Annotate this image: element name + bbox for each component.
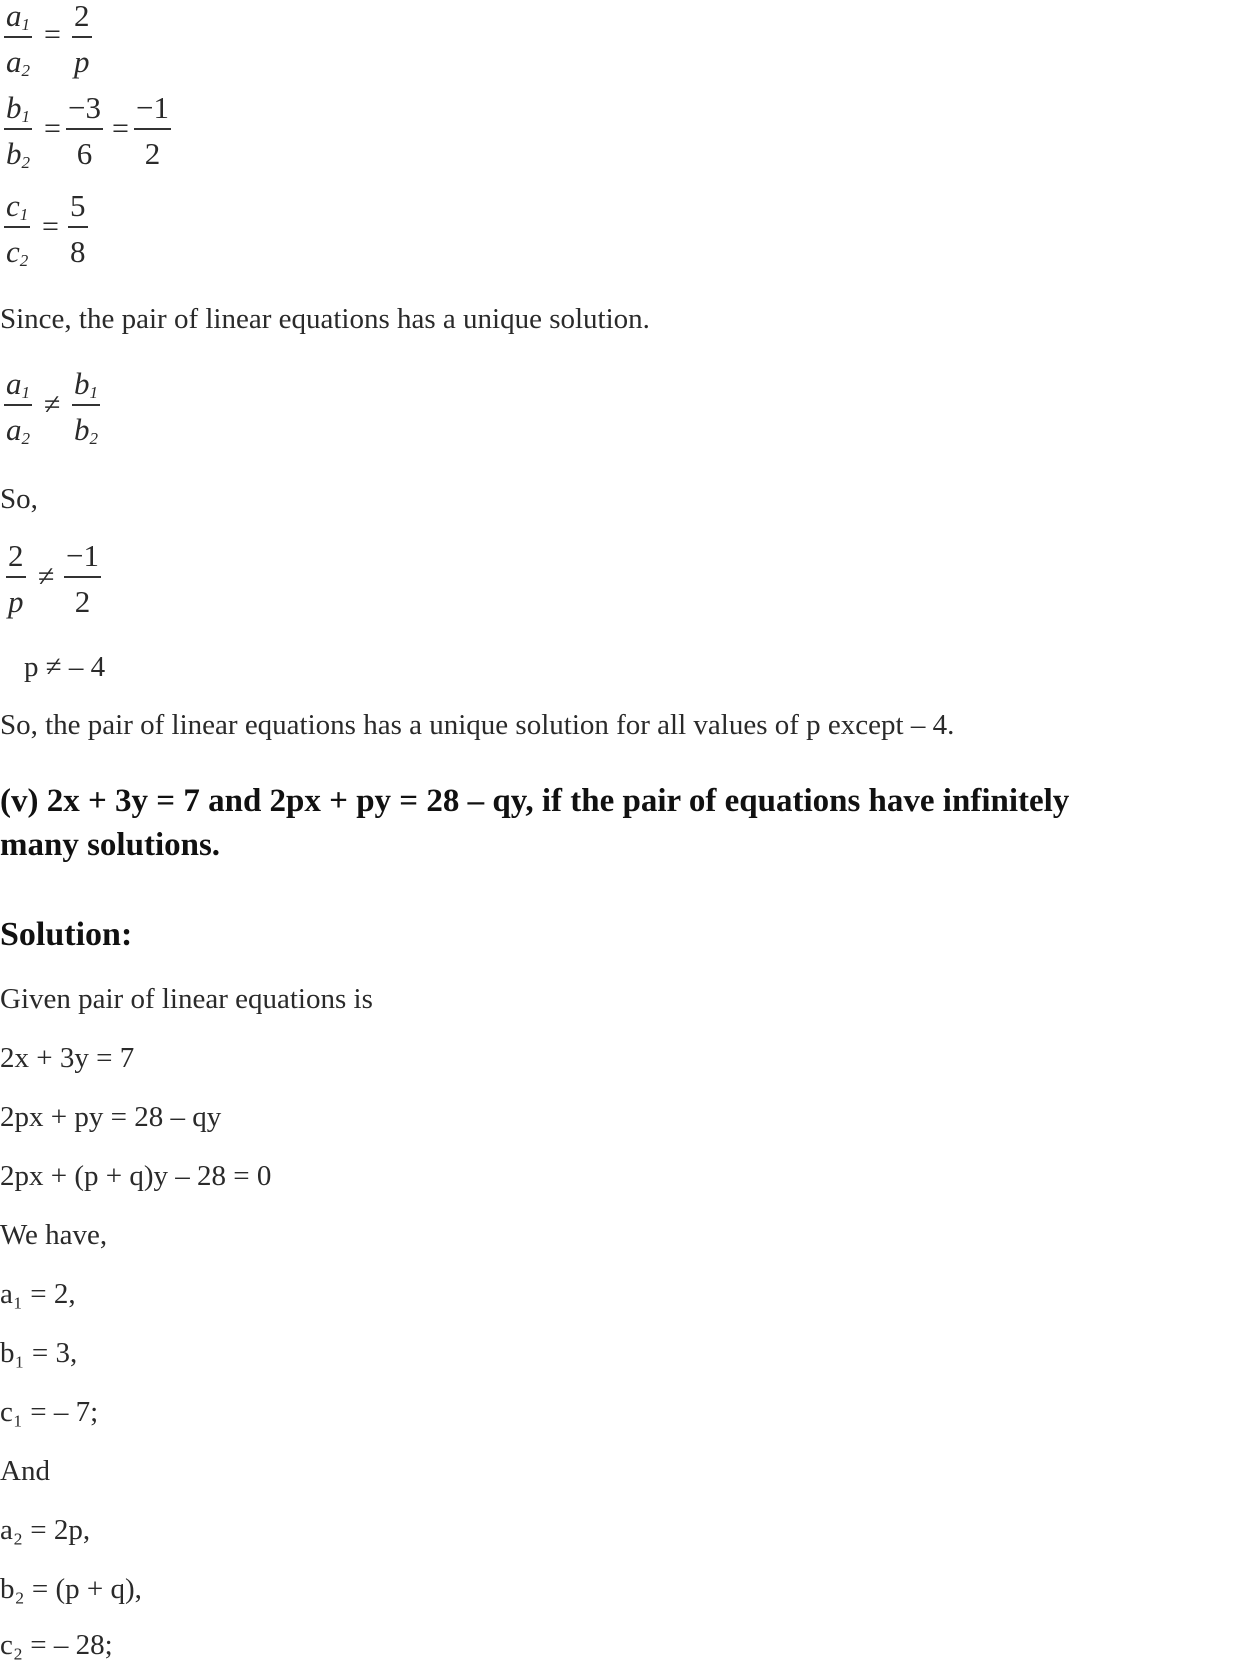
equals-sign: = — [42, 210, 59, 243]
frac-denominator: 8 — [70, 234, 86, 269]
fraction-2-p — [72, 0, 92, 77]
frac-numerator: −3 — [66, 92, 103, 130]
subscript: 2 — [89, 429, 98, 448]
fraction-a1-a2-condition — [4, 366, 32, 448]
not-equal-sign: ≠ — [44, 388, 61, 421]
coefficient-line: b₂ = (p + q), — [0, 1573, 142, 1605]
frac-numerator: c — [6, 188, 20, 223]
frac-denominator: b — [74, 412, 90, 447]
coefficient-line: a₂ = 2p, — [0, 1514, 91, 1546]
equation-line: 2px + py = 28 – qy — [0, 1101, 222, 1133]
subscript: 1 — [21, 383, 30, 402]
frac-denominator: 6 — [76, 136, 93, 171]
frac-numerator: −1 — [134, 92, 171, 130]
solution-heading: Solution: — [0, 916, 133, 953]
conclusion-text: So, the pair of linear equations has a unique solution for all values of p except – 4. — [0, 709, 955, 741]
equals-sign: = — [44, 112, 61, 145]
question-v-line2: many solutions. — [0, 827, 221, 863]
frac-denominator: a — [6, 44, 22, 79]
since-statement: Since, the pair of linear equations has a unique solution. — [0, 303, 650, 335]
fraction-minus1-2-condition — [64, 540, 101, 617]
equals-sign: = — [112, 112, 129, 145]
subscript: 1 — [89, 383, 98, 402]
fraction-minus1-2 — [134, 92, 171, 169]
subscript: 2 — [21, 429, 30, 448]
equation-line: 2x + 3y = 7 — [0, 1042, 135, 1074]
frac-numerator: a — [6, 366, 22, 401]
fraction-minus3-6 — [66, 92, 103, 169]
subscript: 2 — [19, 251, 29, 270]
frac-numerator: a — [6, 0, 22, 33]
frac-denominator: p — [74, 44, 90, 79]
equation-line: 2px + (p + q)y – 28 = 0 — [0, 1160, 272, 1192]
p-not-equal-result: p ≠ – 4 — [24, 651, 106, 683]
frac-denominator: p — [8, 584, 24, 619]
frac-numerator: 2 — [72, 0, 92, 38]
fraction-2-p-condition — [6, 540, 26, 617]
subscript: 1 — [21, 15, 30, 34]
fraction-c1-c2 — [4, 188, 30, 270]
not-equal-sign: ≠ — [38, 560, 55, 593]
coefficient-line: c₁ = – 7; — [0, 1396, 99, 1428]
question-v-line1: (v) 2x + 3y = 7 and 2px + py = 28 – qy, if the pair of equations have infinitely — [0, 783, 1070, 819]
frac-denominator: c — [6, 234, 20, 269]
frac-numerator: 2 — [6, 540, 26, 578]
fraction-5-8 — [68, 190, 88, 267]
frac-denominator: 2 — [144, 136, 161, 171]
fraction-b1-b2-condition — [72, 366, 100, 448]
fraction-a1-a2 — [4, 0, 32, 80]
equals-sign: = — [44, 18, 61, 51]
coefficient-line: b₁ = 3, — [0, 1337, 78, 1369]
frac-numerator: −1 — [64, 540, 101, 578]
subscript: 2 — [21, 61, 30, 80]
frac-denominator: 2 — [74, 584, 91, 619]
frac-numerator: b — [74, 366, 90, 401]
subscript: 2 — [21, 153, 30, 172]
subscript: 1 — [21, 107, 30, 126]
and-text: And — [0, 1455, 50, 1487]
frac-numerator: b — [6, 90, 22, 125]
fraction-b1-b2 — [4, 90, 32, 172]
we-have-text: We have, — [0, 1219, 108, 1251]
given-line: Given pair of linear equations is — [0, 983, 373, 1015]
subscript: 1 — [19, 205, 29, 224]
frac-denominator: a — [6, 412, 22, 447]
frac-denominator: b — [6, 136, 22, 171]
coefficient-line: c₂ = – 28; — [0, 1629, 113, 1661]
so-text: So, — [0, 483, 38, 515]
coefficient-line: a₁ = 2, — [0, 1278, 76, 1310]
frac-numerator: 5 — [68, 190, 88, 228]
